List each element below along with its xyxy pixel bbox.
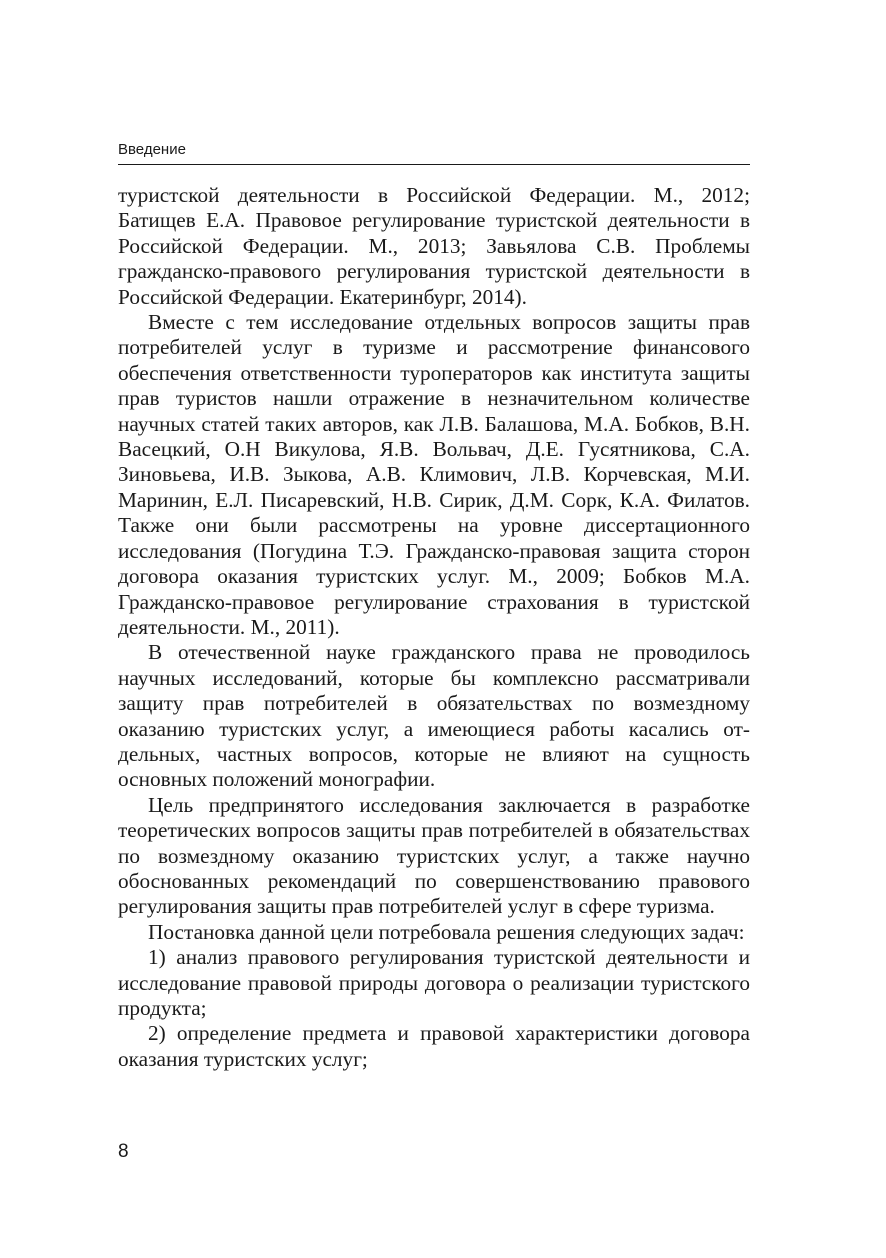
page-number: 8 [118, 1141, 129, 1162]
body-text [118, 183, 750, 1072]
paragraph-continued: туристской деятельности в Российской Федерации. М., 2012; Батищев Е.А. Правовое регулирование туристской деятельности в Российской Федерации. М., 2013; Завьялова С.В. Проблемы гражданско-правового регулирования туристской деятельности в Российской Федерации. Екатеринбург, 2014). [118, 183, 750, 309]
paragraph: Вместе с тем исследование отдельных вопросов защиты прав потребителей услуг в туризме и рассмотрение финансового обеспечения ответственности туроператоров как института защиты прав туристов нашли отражение в незначительном количестве научных статей таких авторов, как Л.В. Балашова, М.А. Бобков, В.Н. Васецкий, О.Н Викулова, Я.В. Вольвач, Д.Е. Гусятникова, С.А. Зиновьева, И.В. Зыкова, А.В. Климович, Л.В. Корчевская, М.И. Маринин, Е.Л. Писаревский, Н.В. Сирик, Д.М. Сорк, К.А. Филатов. Также они были рассмотрены на уровне диссертационного исследования (Погудина Т.Э. Гражданско-правовая защита сторон договора оказания туристских услуг. М., 2009; Бобков М.А. Гражданско-правовое регулирование страхования в туристской деятельности. М., 2011). [118, 310, 750, 639]
list-item: 1) анализ правового регулирования туристской деятельности и исследование правовой природы договора о реализации туристского продукта; [118, 945, 750, 1020]
paragraph: В отечественной науке гражданского права не проводилось научных исследований, которые бы комплексно рассматривали защиту прав потребителей в обязательствах по возмездному оказанию туристских услуг, а имеющиеся работы касались отдельных, частных вопросов, которые не влияют на сущность основных положений монографии. [118, 640, 750, 792]
list-item: 2) определение предмета и правовой характеристики договора оказания туристских услуг; [118, 1021, 750, 1071]
paragraph: Постановка данной цели потребовала решения следующих задач: [148, 919, 745, 944]
header-divider [118, 164, 750, 165]
paragraph: Цель предпринятого исследования заключается в разработке теоретических вопросов защиты прав потребителей в обязательствах по возмездному оказанию туристских услуг, а также научно обоснованных рекомендаций по совершенствованию правового регулирования защиты прав потребителей услуг в сфере туризма. [118, 792, 750, 919]
running-head-title: Введение [118, 141, 186, 158]
